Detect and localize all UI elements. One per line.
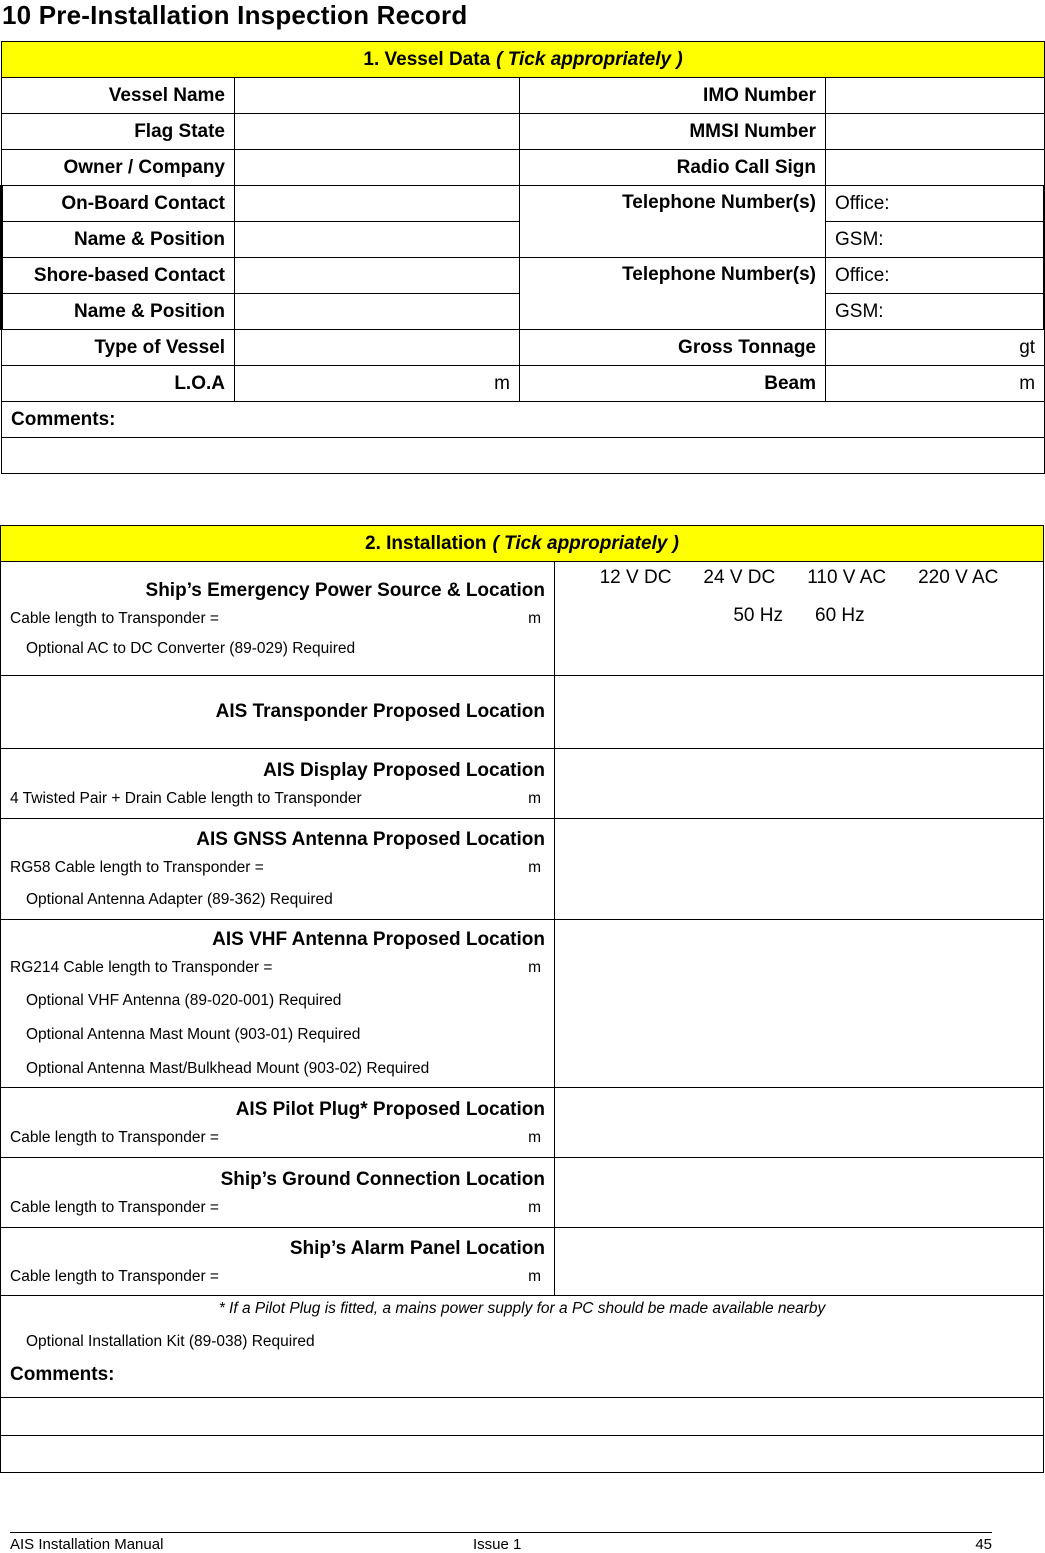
alarm-cable-label: Cable length to Transponder =	[10, 1267, 219, 1285]
onboard-gsm-field[interactable]	[826, 222, 1045, 258]
vessel-data-title: 1. Vessel Data	[363, 48, 491, 70]
installation-note: ( Tick appropriately )	[492, 532, 679, 554]
transponder-location-field[interactable]	[555, 676, 1044, 749]
gnss-cable-row	[10, 858, 545, 878]
pilot-plug-location-title: AIS Pilot Plug* Proposed Location	[235, 1098, 545, 1120]
power-options-cell	[555, 562, 1044, 676]
vhf-location-field[interactable]	[555, 920, 1044, 1088]
installation-comments-label: Comments:	[10, 1364, 115, 1385]
ground-cable-label: Cable length to Transponder =	[10, 1198, 219, 1216]
mmsi-number-field[interactable]	[826, 114, 1045, 150]
power-cable-unit: m	[528, 609, 541, 627]
ground-cable-row	[10, 1198, 545, 1218]
shore-office-phone-field[interactable]	[826, 258, 1045, 294]
ac-dc-converter-option[interactable]: Optional AC to DC Converter (89-029) Required	[26, 639, 356, 657]
vessel-comments-field[interactable]	[2, 438, 1045, 474]
onboard-contact-position-field[interactable]	[235, 222, 520, 258]
display-cable-label: 4 Twisted Pair + Drain Cable length to Transponder	[10, 789, 362, 807]
vessel-type-field[interactable]	[235, 330, 520, 366]
ground-connection-field[interactable]	[555, 1158, 1044, 1228]
gnss-location-title: AIS GNSS Antenna Proposed Location	[196, 829, 545, 850]
shore-contact-name-field[interactable]	[235, 258, 520, 294]
alarm-panel-title: Ship’s Alarm Panel Location	[289, 1237, 545, 1259]
pilot-plug-location-cell	[1, 1088, 555, 1158]
installation-table	[0, 525, 1044, 1473]
gnss-location-field[interactable]	[555, 819, 1044, 920]
vhf-cable-row	[10, 958, 545, 978]
alarm-cable-row	[10, 1267, 545, 1287]
gnss-cable-unit: m	[528, 859, 541, 876]
ground-connection-title: Ship’s Ground Connection Location	[220, 1168, 545, 1190]
onboard-telephone-label: Telephone Number(s)	[520, 186, 826, 258]
footer-issue: Issue 1	[473, 1536, 522, 1553]
beam-label: Beam	[520, 366, 826, 402]
frequency-row	[564, 590, 1034, 628]
installation-title: 2. Installation	[365, 532, 487, 554]
radio-call-sign-label: Radio Call Sign	[520, 150, 826, 186]
flag-state-field[interactable]	[235, 114, 520, 150]
vhf-cable-unit: m	[528, 959, 541, 976]
pilot-cable-label: Cable length to Transponder =	[10, 1128, 219, 1146]
office-label: Office:	[835, 264, 890, 286]
footer-manual-title: AIS Installation Manual	[10, 1536, 164, 1553]
ground-connection-cell	[1, 1158, 555, 1228]
vessel-data-table	[0, 41, 1045, 474]
bulkhead-mount-option[interactable]: Optional Antenna Mast/Bulkhead Mount (903-02) Required	[26, 1060, 430, 1077]
transponder-location-cell	[1, 676, 555, 749]
mast-mount-option[interactable]: Optional Antenna Mast Mount (903-01) Required	[26, 1026, 361, 1043]
vessel-name-label: Vessel Name	[2, 78, 235, 114]
display-cable-row	[10, 789, 545, 809]
display-location-field[interactable]	[555, 749, 1044, 819]
flag-state-label: Flag State	[2, 114, 235, 150]
vessel-name-field[interactable]	[235, 78, 520, 114]
beam-unit: m	[1019, 372, 1036, 394]
alarm-cable-unit: m	[528, 1267, 541, 1285]
installation-comments-field-1[interactable]	[1, 1398, 1044, 1436]
pilot-cable-unit: m	[528, 1128, 541, 1146]
gross-tonnage-label: Gross Tonnage	[520, 330, 826, 366]
onboard-contact-name-field[interactable]	[235, 186, 520, 222]
gsm-label: GSM:	[835, 228, 884, 250]
installation-kit-option[interactable]: Optional Installation Kit (89-038) Required	[26, 1333, 315, 1350]
beam-field[interactable]	[826, 366, 1045, 402]
power-cable-row	[10, 609, 545, 629]
vhf-location-title: AIS VHF Antenna Proposed Location	[212, 929, 545, 950]
onboard-contact-label: On-Board Contact	[2, 186, 235, 222]
vhf-cable-label: RG214 Cable length to Transponder =	[10, 959, 273, 976]
notes-cell	[1, 1296, 1044, 1398]
option-50hz[interactable]: 50 Hz	[733, 605, 783, 626]
gross-tonnage-field[interactable]	[826, 330, 1045, 366]
vessel-data-note: ( Tick appropriately )	[496, 48, 683, 70]
power-source-cell	[1, 562, 555, 676]
pilot-cable-row	[10, 1128, 545, 1148]
pilot-plug-location-field[interactable]	[555, 1088, 1044, 1158]
vhf-location-cell	[1, 920, 555, 1088]
alarm-panel-cell	[1, 1228, 555, 1296]
power-source-title: Ship’s Emergency Power Source & Location	[145, 579, 545, 601]
shore-position-label: Name & Position	[2, 294, 235, 330]
page-title: 10 Pre-Installation Inspection Record	[2, 0, 468, 30]
shore-telephone-label: Telephone Number(s)	[520, 258, 826, 330]
tonnage-unit: gt	[1019, 336, 1036, 358]
vessel-data-header	[2, 42, 1045, 78]
shore-gsm-field[interactable]	[826, 294, 1045, 330]
antenna-adapter-option[interactable]: Optional Antenna Adapter (89-362) Required	[26, 891, 333, 908]
gnss-cable-label: RG58 Cable length to Transponder =	[10, 859, 264, 876]
owner-company-field[interactable]	[235, 150, 520, 186]
loa-label: L.O.A	[2, 366, 235, 402]
option-220v-ac[interactable]: 220 V AC	[918, 567, 999, 588]
display-cable-unit: m	[528, 789, 541, 807]
onboard-office-phone-field[interactable]	[826, 186, 1045, 222]
display-location-cell	[1, 749, 555, 819]
vessel-comments-label: Comments:	[2, 402, 1045, 438]
installation-comments-field-2[interactable]	[1, 1436, 1044, 1473]
vhf-antenna-option[interactable]: Optional VHF Antenna (89-020-001) Required	[26, 992, 342, 1009]
vessel-type-label: Type of Vessel	[2, 330, 235, 366]
imo-number-label: IMO Number	[520, 78, 826, 114]
radio-call-sign-field[interactable]	[826, 150, 1045, 186]
option-110v-ac[interactable]: 110 V AC	[807, 567, 887, 588]
office-label: Office:	[835, 192, 890, 214]
footer-page-number: 45	[975, 1536, 992, 1553]
display-location-title: AIS Display Proposed Location	[263, 759, 545, 781]
pilot-plug-note: * If a Pilot Plug is fitted, a mains power supply for a PC should be made available nearby	[218, 1300, 826, 1317]
imo-number-field[interactable]	[826, 78, 1045, 114]
owner-company-label: Owner / Company	[2, 150, 235, 186]
installation-header	[1, 526, 1044, 562]
loa-unit: m	[494, 372, 510, 394]
option-12v-dc[interactable]: 12 V DC	[599, 567, 672, 588]
mmsi-number-label: MMSI Number	[520, 114, 826, 150]
transponder-location-title: AIS Transponder Proposed Location	[215, 701, 545, 722]
shore-contact-label: Shore-based Contact	[2, 258, 235, 294]
option-24v-dc[interactable]: 24 V DC	[703, 567, 776, 588]
option-60hz[interactable]: 60 Hz	[815, 605, 865, 626]
loa-field[interactable]	[235, 366, 520, 402]
shore-contact-position-field[interactable]	[235, 294, 520, 330]
alarm-panel-field[interactable]	[555, 1228, 1044, 1296]
voltage-row	[564, 562, 1034, 590]
ground-cable-unit: m	[528, 1198, 541, 1216]
gsm-label: GSM:	[835, 300, 884, 322]
onboard-position-label: Name & Position	[2, 222, 235, 258]
power-cable-label: Cable length to Transponder =	[10, 609, 219, 627]
gnss-location-cell	[1, 819, 555, 920]
